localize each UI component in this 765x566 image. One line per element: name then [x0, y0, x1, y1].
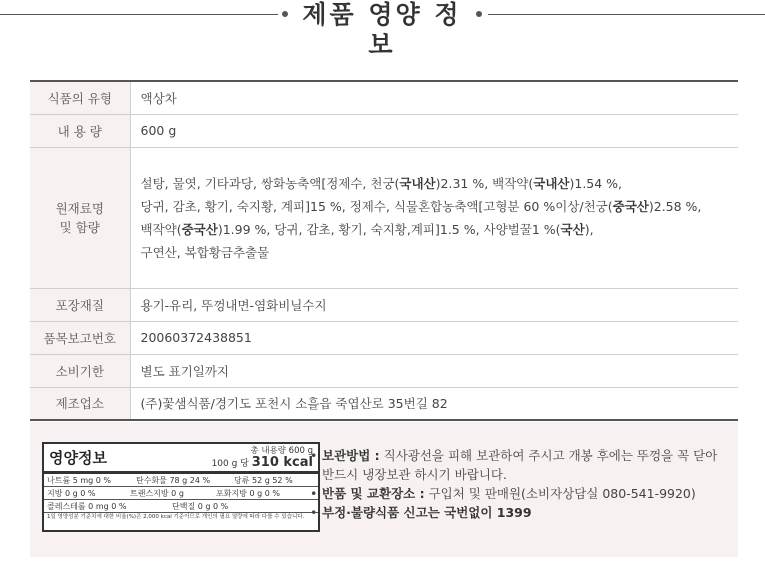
storage-text: 직사광선을 피해 보관하여 주시고 개봉 후에는 뚜껑을 꼭 닫아 [379, 448, 718, 463]
nutrition-header [44, 444, 318, 474]
calories: 310 kcal [251, 455, 313, 470]
table-row [30, 321, 738, 354]
bottom-info-band [30, 422, 738, 557]
carbs: 탄수화물 78 g 24 % [136, 476, 211, 485]
row-value-expiry: 별도 표기일까지 [130, 354, 738, 387]
report-note [310, 503, 730, 522]
exchange-label: 반품 및 교환장소 : [322, 486, 425, 501]
ingredients-line3 [141, 218, 729, 241]
row-value-volume: 600 g [130, 114, 738, 147]
title-line-left [0, 14, 278, 15]
table-row [30, 114, 738, 147]
exchange-text: 구입처 및 판매원(소비자상담실 080-541-9920) [424, 486, 696, 501]
storage-text-line2: 반드시 냉장보관 하시기 바랍니다. [322, 467, 507, 482]
nutrition-row [44, 500, 318, 513]
table-row [30, 81, 738, 114]
table-row [30, 147, 738, 288]
sodium: 나트륨 5 mg 0 % [47, 476, 112, 485]
ingredients-text: 백작약( [140, 221, 182, 237]
table-row [30, 288, 738, 321]
title-line-right [488, 14, 765, 15]
nutrition-row [44, 474, 318, 487]
origin-label: 국내산 [533, 175, 570, 191]
ingredients-text: )2.31 %, 백작약( [435, 175, 534, 191]
ingredients-text: )1.54 %, [569, 175, 623, 191]
row-value-ingredients [130, 147, 738, 288]
row-value-type: 액상차 [130, 81, 738, 114]
ingredients-text: )2.58 %, [648, 198, 702, 214]
ingredients-text: ), [584, 221, 594, 237]
table-row [30, 387, 738, 420]
ingredients-text: )1.99 %, 당귀, 감초, 황기, 숙지황,계피]1.5 %, 사양벌꿀1 %( [217, 221, 561, 237]
product-info-table [30, 80, 738, 421]
row-value-maker: (주)꽃샘식품/경기도 포천시 소흘읍 죽엽산로 35번길 82 [140, 396, 448, 412]
nutrition-total: 총 내용량 600 g [250, 446, 313, 456]
page-title: 제품 영양 정보 [302, 0, 462, 59]
fat: 지방 0 g 0 % [47, 489, 96, 498]
nutrition-per-serving [212, 456, 313, 471]
nutrition-title: 영양정보 [49, 449, 107, 467]
per-amount: 100 g 당 [211, 459, 249, 469]
protein: 단백질 0 g 0 % [172, 502, 229, 511]
origin-label: 중국산 [181, 221, 218, 237]
row-label-type: 식품의 유형 [30, 81, 130, 114]
origin-label: 국내산 [399, 175, 436, 191]
nutrition-facts-box [42, 442, 320, 532]
ingredients-label-line1: 원재료명 [55, 200, 104, 216]
trans-fat: 트랜스지방 0 g [130, 489, 184, 498]
row-label-packaging: 포장재질 [30, 288, 130, 321]
row-label-ingredients [30, 147, 130, 288]
ingredients-line1 [141, 172, 729, 195]
bullet-icon: • [310, 448, 318, 463]
exchange-note [310, 484, 730, 503]
product-notes [310, 446, 730, 522]
origin-label: 중국산 [612, 198, 649, 214]
row-value-report-no: 20060372438851 [130, 321, 738, 354]
row-label-report-no: 품목보고번호 [30, 321, 130, 354]
sugar: 당류 52 g 52 % [234, 476, 293, 485]
title-row [0, 0, 765, 59]
ingredients-text: 설탕, 물엿, 기타과당, 쌍화농축액[정제수, 천궁( [140, 175, 400, 191]
nutrition-footnote: 1일 영양성분 기준치에 대한 비율(%)은 2,000 kcal 기준이므로 개인의 필요 열량에 따라 다를 수 있습니다. [47, 514, 305, 520]
row-label-volume: 내 용 량 [30, 114, 130, 147]
row-label-maker: 제조업소 [30, 387, 130, 420]
report-text: 부정·불량식품 신고는 국번없이 1399 [322, 505, 532, 520]
ingredients-line2 [141, 195, 729, 218]
storage-note [310, 446, 730, 484]
row-label-expiry: 소비기한 [30, 354, 130, 387]
ingredients-label-line2: 및 함량 [59, 219, 100, 235]
nutrition-row [44, 487, 318, 500]
storage-label: 보관방법 : [322, 448, 380, 463]
table-row [30, 354, 738, 387]
sat-fat: 포화지방 0 g 0 % [216, 489, 280, 498]
title-dot-right [476, 11, 482, 17]
ingredients-line4: 구연산, 복합황금추출물 [140, 244, 270, 260]
ingredients-text: 당귀, 감초, 황기, 숙지황, 계피]15 %, 정제수, 식물혼합농축액[고형분 60 %이상/천궁( [140, 198, 613, 214]
bullet-icon: • [310, 486, 318, 501]
title-dot-left [282, 11, 288, 17]
cholesterol: 콜레스테롤 0 mg 0 % [47, 502, 127, 511]
origin-label: 국산 [560, 221, 585, 237]
bullet-icon: • [310, 505, 318, 520]
row-value-packaging: 용기-유리, 뚜껑내면-염화비닐수지 [130, 288, 738, 321]
